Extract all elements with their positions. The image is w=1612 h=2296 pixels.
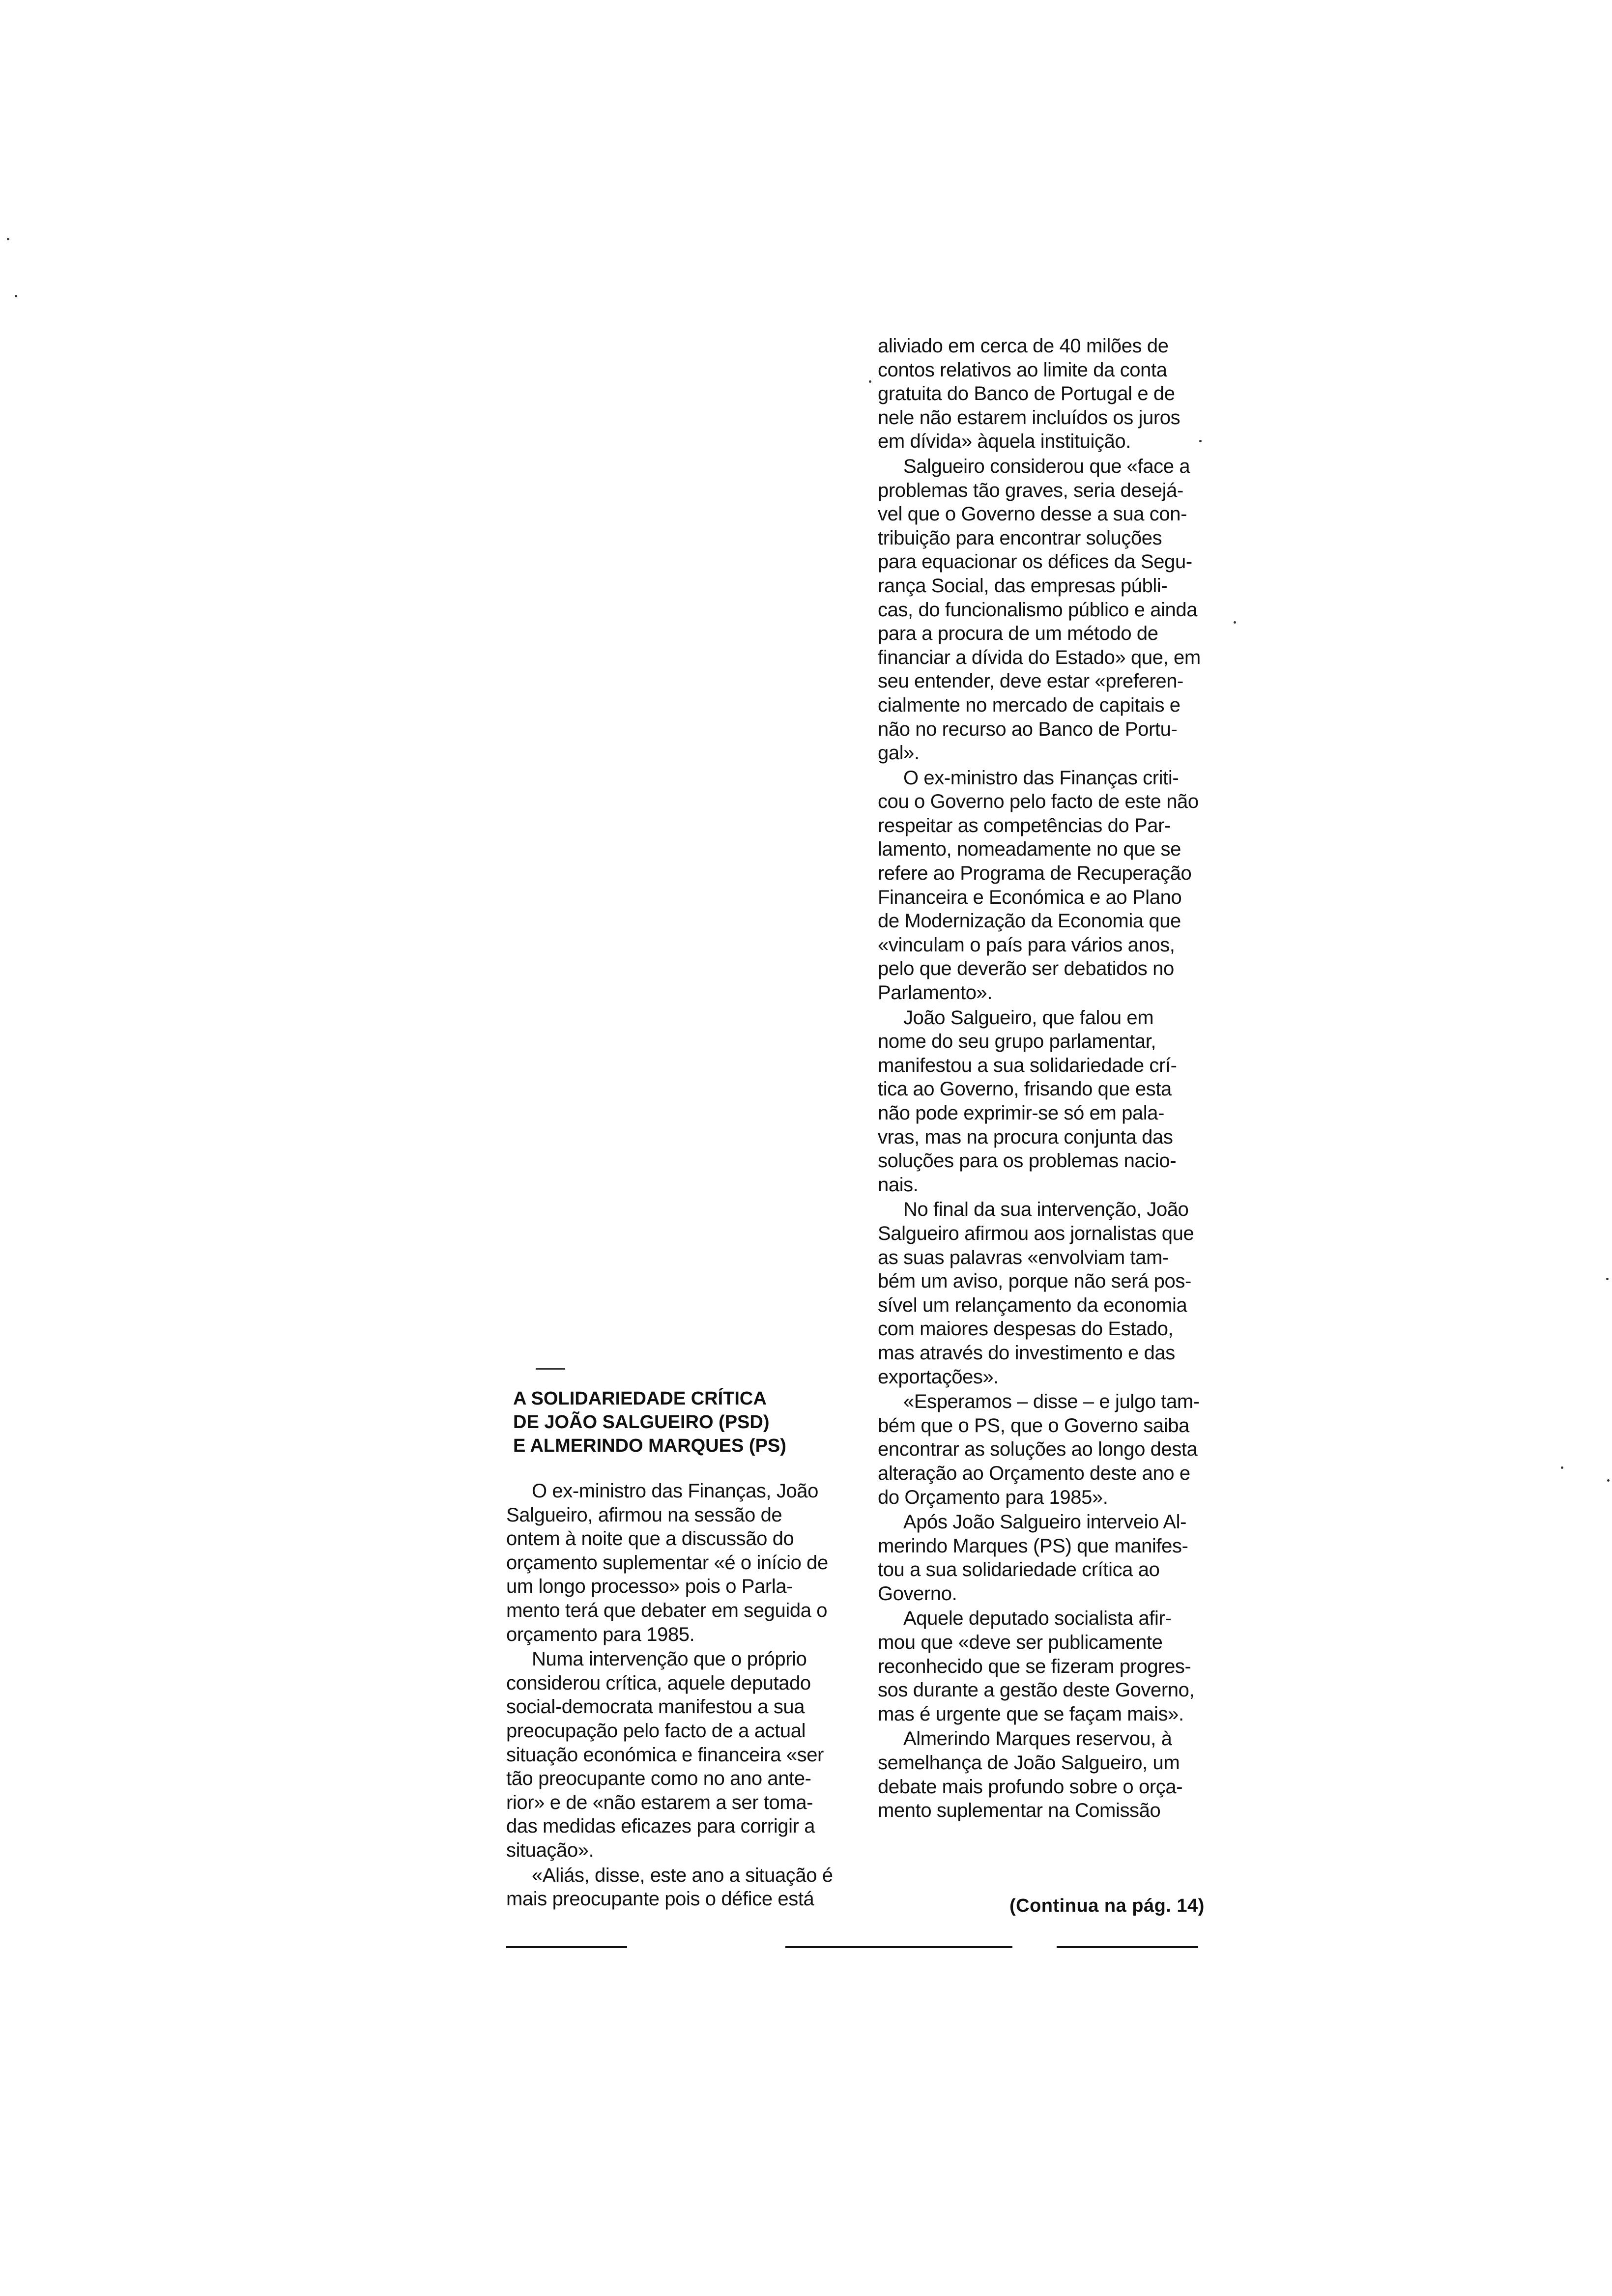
text-line: situação». (506, 1839, 594, 1861)
text-line: contos relativos ao limite da conta (878, 359, 1167, 381)
text-line: semelhança de João Salgueiro, um (878, 1752, 1180, 1774)
text-line: bém que o PS, que o Governo saiba (878, 1414, 1189, 1436)
bottom-rule-gap (1012, 1945, 1057, 1950)
text-line: para equacionar os défices da Segu- (878, 551, 1192, 573)
text-line: encontrar as soluções ao longo desta (878, 1438, 1198, 1461)
text-line: «Aliás, disse, este ano a situação é (532, 1864, 833, 1886)
text-line: com maiores despesas do Estado, (878, 1318, 1174, 1340)
scan-speck (1199, 440, 1202, 442)
text-line: rança Social, das empresas públi- (878, 574, 1168, 597)
text-line: não no recurso ao Banco de Portu- (878, 718, 1178, 740)
bottom-rule-left (506, 1946, 627, 1948)
text-line: Almerindo Marques reservou, à (903, 1728, 1172, 1750)
text-line: mou que «deve ser publicamente (878, 1632, 1163, 1654)
text-line: Financeira e Económica e ao Plano (878, 886, 1182, 908)
headline-line: DE JOÃO SALGUEIRO (PSD) (513, 1412, 770, 1433)
text-line: soluções para os problemas nacio- (878, 1150, 1177, 1172)
text-line: manifestou a sua solidariedade crí- (878, 1054, 1177, 1076)
text-line: bém um aviso, porque não será pos- (878, 1270, 1191, 1292)
text-line: merindo Marques (PS) que manifes- (878, 1535, 1188, 1557)
text-line: orçamento para 1985. (506, 1623, 695, 1645)
text-line: nele não estarem incluídos os juros (878, 406, 1180, 429)
text-line: O ex-ministro das Finanças criti- (903, 767, 1179, 789)
text-line: «vinculam o país para vários anos, (878, 934, 1175, 956)
text-line: exportações». (878, 1366, 999, 1388)
text-line: problemas tão graves, seria desejá- (878, 479, 1183, 501)
scan-speck (15, 295, 17, 297)
text-line: as suas palavras «envolviam tam- (878, 1246, 1169, 1268)
scan-speck (7, 238, 9, 240)
text-line: debate mais profundo sobre o orça- (878, 1776, 1183, 1798)
scan-speck (1561, 1466, 1563, 1469)
text-line: Após João Salgueiro interveio Al- (903, 1511, 1187, 1533)
text-line: do Orçamento para 1985». (878, 1486, 1108, 1508)
text-line: para a procura de um método de (878, 623, 1158, 645)
headline-top-rule (536, 1368, 565, 1370)
text-line: ontem à noite que a discussão do (506, 1528, 794, 1550)
text-line: reconhecido que se fizeram progres- (878, 1655, 1191, 1677)
text-line: João Salgueiro, que falou em (903, 1006, 1154, 1029)
text-line: nais. (878, 1174, 919, 1196)
text-line: alteração ao Orçamento deste ano e (878, 1462, 1190, 1484)
text-line: não pode exprimir-se só em pala- (878, 1102, 1165, 1124)
text-line: nome do seu grupo parlamentar, (878, 1031, 1156, 1053)
scan-speck (1234, 621, 1236, 624)
text-line: Parlamento». (878, 982, 993, 1004)
text-line: mento terá que debater em seguida o (506, 1599, 828, 1621)
text-line: tica ao Governo, frisando que esta (878, 1078, 1172, 1100)
text-line: situação económica e financeira «ser (506, 1744, 824, 1766)
text-line: social-democrata manifestou a sua (506, 1696, 805, 1718)
text-line: seu entender, deve estar «preferen- (878, 670, 1183, 692)
right-column (878, 334, 1222, 1823)
text-line: preocupação pelo facto de a actual (506, 1720, 806, 1742)
text-line: Numa intervenção que o próprio (532, 1648, 807, 1670)
text-line: das medidas eficazes para corrigir a (506, 1815, 815, 1837)
text-line: Aquele deputado socialista afir- (903, 1607, 1172, 1630)
text-line: pelo que deverão ser debatidos no (878, 958, 1174, 980)
text-line: lamento, nomeadamente no que se (878, 838, 1181, 861)
headline-line: E ALMERINDO MARQUES (PS) (513, 1435, 786, 1456)
text-line: vras, mas na procura conjunta das (878, 1126, 1173, 1148)
continuation-note: (Continua na pág. 14) (1009, 1895, 1205, 1916)
text-line: Salgueiro considerou que «face a (903, 455, 1190, 477)
text-line: «Esperamos – disse – e julgo tam- (903, 1391, 1200, 1413)
text-line: Salgueiro, afirmou na sessão de (506, 1504, 782, 1526)
text-line: refere ao Programa de Recuperação (878, 862, 1192, 885)
left-column (506, 1479, 850, 1911)
text-line: em dívida» àquela instituição. (878, 430, 1131, 453)
text-line: aliviado em cerca de 40 milões de (878, 335, 1169, 357)
text-line: um longo processo» pois o Parla- (506, 1576, 793, 1598)
headline (513, 1387, 857, 1458)
text-line: Governo. (878, 1582, 957, 1605)
text-line: sos durante a gestão deste Governo, (878, 1679, 1195, 1701)
text-line: vel que o Governo desse a sua con- (878, 503, 1187, 525)
text-line: cialmente no mercado de capitais e (878, 694, 1180, 716)
text-line: Salgueiro afirmou aos jornalistas que (878, 1222, 1194, 1244)
text-line: sível um relançamento da economia (878, 1294, 1187, 1316)
scan-speck (1607, 1479, 1610, 1482)
text-line: gratuita do Banco de Portugal e de (878, 383, 1175, 405)
text-line: de Modernização da Economia que (878, 910, 1181, 932)
bottom-rule-right (785, 1946, 1198, 1948)
text-line: O ex-ministro das Finanças, João (532, 1480, 819, 1502)
text-line: No final da sua intervenção, João (903, 1199, 1189, 1221)
text-line: mas é urgente que se façam mais». (878, 1703, 1184, 1725)
text-line: cas, do funcionalismo público e ainda (878, 599, 1198, 621)
text-line: considerou crítica, aquele deputado (506, 1672, 811, 1694)
text-line: rior» e de «não estarem a ser toma- (506, 1791, 813, 1813)
text-line: tão preocupante como no ano ante- (506, 1768, 811, 1790)
text-line: financiar a dívida do Estado» que, em (878, 646, 1201, 668)
text-line: tribuição para encontrar soluções (878, 527, 1162, 549)
headline-line: A SOLIDARIEDADE CRÍTICA (513, 1388, 767, 1409)
scan-speck (1606, 1278, 1609, 1280)
text-line: cou o Governo pelo facto de este não (878, 791, 1199, 813)
text-line: respeitar as competências do Par- (878, 814, 1171, 836)
scan-speck (869, 380, 871, 383)
text-line: tou a sua solidariedade crítica ao (878, 1559, 1160, 1581)
text-line: mais preocupante pois o défice está (506, 1888, 814, 1910)
text-line: mento suplementar na Comissão (878, 1800, 1161, 1822)
text-line: gal». (878, 742, 920, 764)
text-line: mas através do investimento e das (878, 1342, 1175, 1364)
text-line: orçamento suplementar «é o início de (506, 1551, 828, 1574)
